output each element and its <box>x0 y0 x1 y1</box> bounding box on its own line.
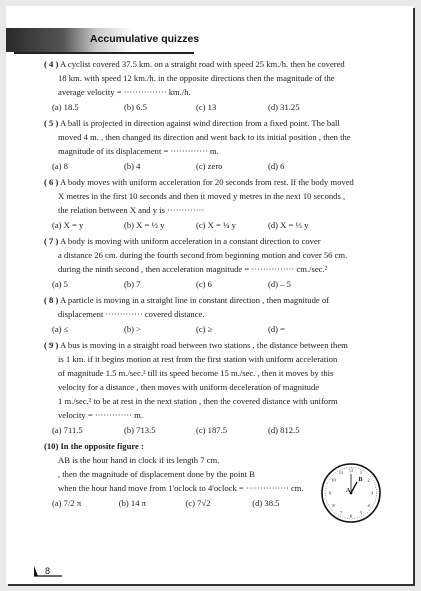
question-9 <box>44 338 386 437</box>
option-c[interactable]: (c) 187.5 <box>196 425 228 435</box>
option-b[interactable]: (b) X = ½ y <box>124 220 165 230</box>
option-a[interactable]: (a) 711.5 <box>52 425 83 435</box>
question-number: ( 9 ) <box>44 340 59 350</box>
question-text: average velocity = ··············· km./h. <box>58 87 191 97</box>
question-number: ( 8 ) <box>44 295 59 305</box>
question-text: , then the magnitude of displacement done by the point B <box>58 469 255 479</box>
option-b[interactable]: (b) > <box>124 324 142 334</box>
option-b[interactable]: (b) 6.5 <box>124 102 147 112</box>
question-text: magnitude of its displacement = ············· m. <box>58 146 219 156</box>
question-text: velocity for a distance , then moves with uniform deceleration of magnitude <box>58 382 320 392</box>
question-number: ( 4 ) <box>44 59 59 69</box>
option-a[interactable]: (a) X = y <box>52 220 84 230</box>
option-a[interactable]: (a) 5 <box>52 279 68 289</box>
clock-numeral: 7 <box>339 510 343 516</box>
question-4 <box>44 57 386 114</box>
options-row <box>44 100 386 114</box>
question-10 <box>44 439 319 510</box>
option-a[interactable]: (a) ≤ <box>52 324 69 334</box>
question-text: 18 km. with speed 12 km./h. in the opposite directions then the magnitude of the <box>58 73 335 83</box>
option-d[interactable]: (d) – 5 <box>268 279 291 289</box>
clock-numeral: 5 <box>359 510 363 516</box>
clock-numeral: 8 <box>332 503 335 508</box>
question-text: displacement ············· covered distance. <box>58 309 205 319</box>
questions-list <box>44 57 386 512</box>
option-a[interactable]: (a) 8 <box>52 161 68 171</box>
question-number: ( 5 ) <box>44 118 59 128</box>
option-d[interactable]: (d) 812.5 <box>268 425 300 435</box>
option-d[interactable]: (d) 31.25 <box>268 102 300 112</box>
option-c[interactable]: (c) 13 <box>196 102 217 112</box>
option-c[interactable]: (c) 6 <box>196 279 212 289</box>
question-8 <box>44 293 386 336</box>
options-row <box>44 496 319 510</box>
clock-numeral: 2 <box>367 477 370 483</box>
question-text: AB is the hour hand in clock if its length 7 cm. <box>58 455 220 465</box>
option-b[interactable]: (b) 4 <box>124 161 141 171</box>
clock-figure <box>320 462 382 524</box>
option-b[interactable]: (b) 713.5 <box>124 425 156 435</box>
header-rule <box>14 52 194 54</box>
section-title: Accumulative quizzes <box>90 33 200 45</box>
option-d[interactable]: (d) 38.5 <box>252 498 280 508</box>
option-c[interactable]: (c) X = ¼ y <box>196 220 236 230</box>
clock-numeral: 10 <box>331 477 336 483</box>
option-a[interactable]: (a) 7/2 π <box>52 498 82 508</box>
clock-numeral: 6 <box>349 513 353 519</box>
option-c[interactable]: (c) ≥ <box>196 324 213 334</box>
clock-numeral: 4 <box>367 503 370 508</box>
question-text: A bus is moving in a straight road between two stations , the distance between them <box>60 340 348 350</box>
question-6 <box>44 175 386 232</box>
question-7 <box>44 234 386 291</box>
question-text: when the hour hand move from 1'oclock to 4'oclock = ··············· cm. <box>58 483 304 493</box>
page-number: 8 <box>45 566 51 576</box>
option-a[interactable]: (a) 18.5 <box>52 102 79 112</box>
option-d[interactable]: (d) = <box>268 324 286 334</box>
option-c[interactable]: (c) 7√2 <box>185 498 211 508</box>
question-text: the relation between X and y is ············· <box>58 205 205 215</box>
options-row <box>44 277 386 291</box>
question-text: moved 4 m. , then changed its direction and went back to its initial position , then the <box>58 132 351 142</box>
options-row <box>44 423 386 437</box>
clock-numeral: 11 <box>338 470 344 475</box>
option-b[interactable]: (b) 14 π <box>118 498 146 508</box>
options-row <box>44 322 386 336</box>
clock-numeral: 3 <box>370 490 374 496</box>
question-5 <box>44 116 386 173</box>
option-d[interactable]: (d) 6 <box>268 161 285 171</box>
question-text: A cyclist covered 37.5 km. on a straight road with speed 25 km./h. then he covered <box>60 59 345 69</box>
question-text: A ball is projected in direction against wind direction from a fixed point. The ball <box>60 118 340 128</box>
option-b[interactable]: (b) 7 <box>124 279 141 289</box>
question-text: X metres in the first 10 seconds and then it moved y metres in the next 10 seconds , <box>58 191 346 201</box>
options-row <box>44 159 386 173</box>
question-text: A body is moving with uniform acceleration in a constant direction to cover <box>60 236 321 246</box>
clock-numeral: 1 <box>359 470 363 475</box>
question-text: 1 m./sec.² to be at rest in the next station , then the covered distance with uniform <box>58 396 338 406</box>
question-text: is 1 km. if it begins motion at rest from the first station with uniform acceleration <box>58 354 338 364</box>
question-text: A body moves with uniform acceleration for 20 seconds from rest. If the body moved <box>60 177 354 187</box>
clock-numeral: 9 <box>328 490 332 496</box>
point-b-label: B <box>358 477 363 483</box>
section-header <box>6 28 211 52</box>
clock-numeral: 12 <box>348 467 354 473</box>
option-c[interactable]: (c) zero <box>196 161 223 171</box>
page-sheet <box>6 6 413 584</box>
option-d[interactable]: (d) X = ⅓ y <box>268 220 309 230</box>
question-text: of magnitude 1.5 m./sec.² till its speed become 15 m./sec. , then it moves by this <box>58 368 334 378</box>
question-number: ( 7 ) <box>44 236 59 246</box>
options-row <box>44 218 386 232</box>
question-number: ( 6 ) <box>44 177 59 187</box>
point-a-label: A <box>346 488 351 494</box>
question-text: during the ninth second , then acceleration magnitude = ··············· cm./sec.² <box>58 264 328 274</box>
question-text: A particle is moving in a straight line in constant direction , then magnitude of <box>60 295 329 305</box>
question-text: a distance 26 cm. during the fourth second from beginning motion and cover 56 cm. <box>58 250 348 260</box>
question-text: velocity = ············· m. <box>58 410 144 420</box>
question-heading: (10) In the opposite figure : <box>44 441 144 451</box>
